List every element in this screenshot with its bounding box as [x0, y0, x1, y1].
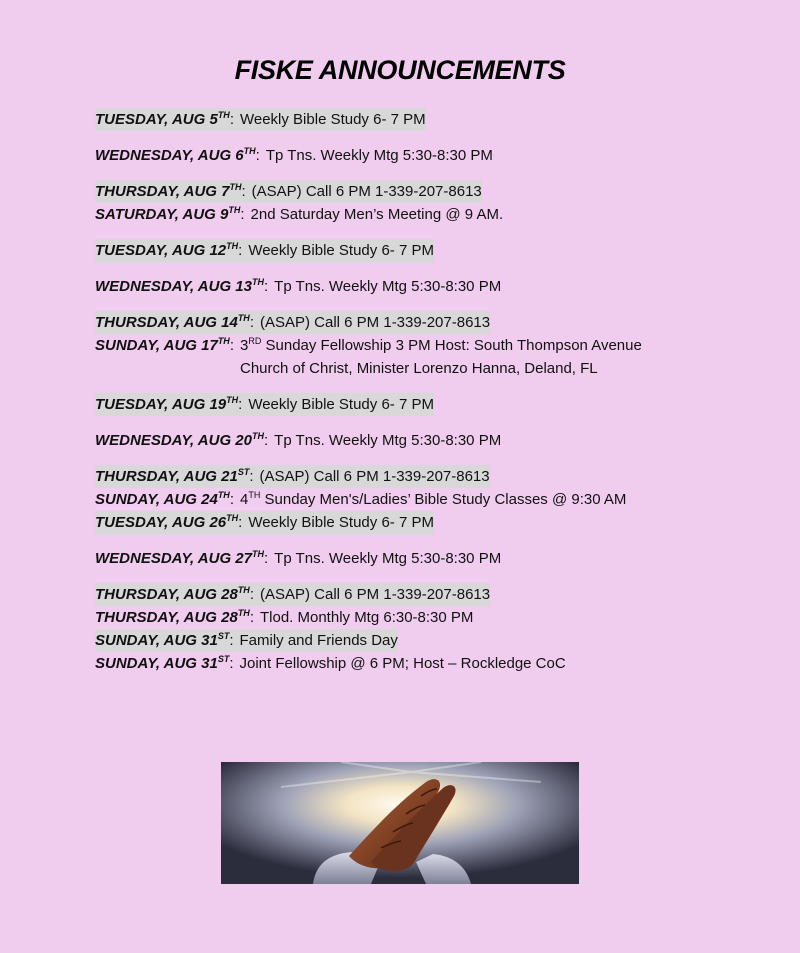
announcement-text: (ASAP) Call 6 PM 1-339-207-8613	[259, 314, 491, 331]
announcement-line	[95, 606, 473, 629]
announcement-item	[95, 203, 755, 226]
announcement-text: Joint Fellowship @ 6 PM; Host – Rockledge CoC	[239, 655, 566, 672]
announcement-text: Weekly Bible Study 6- 7 PM	[248, 514, 434, 531]
announcement-text: Weekly Bible Study 6- 7 PM	[248, 396, 434, 413]
announcement-line	[95, 547, 501, 570]
announcement-text: Weekly Bible Study 6- 7 PM	[248, 242, 434, 259]
announcement-day: SUNDAY, AUG 17TH:	[95, 336, 234, 354]
page-title: FISKE ANNOUNCEMENTS	[234, 55, 566, 85]
announcement-line	[95, 511, 434, 534]
announcement-line	[95, 311, 490, 334]
announcement-text: Tlod. Monthly Mtg 6:30-8:30 PM	[259, 609, 474, 626]
announcement-text: 3RD Sunday Fellowship 3 PM Host: South Thompson Avenue Church of Christ, Minister Lorenzo Hanna, Deland, FL	[239, 336, 642, 377]
announcement-item	[95, 511, 755, 534]
announcement-day: WEDNESDAY, AUG 20TH:	[95, 431, 269, 449]
announcement-day: SUNDAY, AUG 31ST:	[95, 631, 234, 649]
announcement-item	[95, 239, 755, 262]
announcement-item	[95, 488, 755, 511]
announcement-text: 4TH Sunday Men's/Ladies’ Bible Study Classes @ 9:30 AM	[239, 490, 627, 508]
announcement-item	[95, 547, 755, 570]
announcement-day: SUNDAY, AUG 24TH:	[95, 490, 234, 508]
announcement-item	[95, 652, 755, 675]
announcement-text: (ASAP) Call 6 PM 1-339-207-8613	[251, 183, 482, 200]
announcement-line	[95, 429, 501, 452]
announcement-text: Family and Friends Day	[239, 632, 398, 649]
announcement-text: Weekly Bible Study 6- 7 PM	[239, 111, 426, 128]
announcement-day: TUESDAY, AUG 19TH:	[95, 395, 243, 413]
announcement-line	[95, 629, 398, 652]
praying-hands-icon	[221, 762, 579, 884]
announcement-text: (ASAP) Call 6 PM 1-339-207-8613	[259, 586, 491, 603]
announcement-day: SUNDAY, AUG 31ST:	[95, 654, 234, 672]
announcement-item	[95, 275, 755, 298]
announcement-item	[95, 583, 755, 606]
announcement-text: Tp Tns. Weekly Mtg 5:30-8:30 PM	[265, 147, 493, 164]
announcement-day: THURSDAY, AUG 28TH:	[95, 608, 254, 626]
announcement-text: Tp Tns. Weekly Mtg 5:30-8:30 PM	[274, 550, 502, 567]
announcement-line	[95, 393, 434, 416]
announcement-day: WEDNESDAY, AUG 6TH:	[95, 146, 260, 164]
announcement-item	[95, 629, 755, 652]
announcement-day: WEDNESDAY, AUG 13TH:	[95, 277, 269, 295]
announcement-item	[95, 311, 755, 334]
announcement-item	[95, 180, 755, 203]
announcement-day: TUESDAY, AUG 12TH:	[95, 241, 243, 259]
announcement-text: Tp Tns. Weekly Mtg 5:30-8:30 PM	[274, 432, 502, 449]
announcement-line	[95, 488, 626, 511]
announcement-line	[95, 275, 501, 298]
announcement-line	[95, 144, 493, 167]
announcement-line	[95, 108, 426, 131]
announcement-item	[95, 334, 755, 380]
announcement-day: TUESDAY, AUG 5TH:	[95, 110, 234, 128]
announcement-item	[95, 606, 755, 629]
announcement-item	[95, 393, 755, 416]
announcement-day: THURSDAY, AUG 7TH:	[95, 182, 246, 200]
announcement-day: WEDNESDAY, AUG 27TH:	[95, 549, 269, 567]
announcement-day: THURSDAY, AUG 21ST:	[95, 467, 254, 485]
announcement-text: Tp Tns. Weekly Mtg 5:30-8:30 PM	[274, 278, 502, 295]
announcement-day: TUESDAY, AUG 26TH:	[95, 513, 243, 531]
announcement-text: 2nd Saturday Men’s Meeting @ 9 AM.	[250, 206, 504, 223]
announcement-line	[95, 465, 490, 488]
announcement-day: THURSDAY, AUG 28TH:	[95, 585, 254, 603]
announcement-line	[95, 652, 566, 675]
announcement-text: (ASAP) Call 6 PM 1-339-207-8613	[259, 468, 490, 485]
announcement-day: THURSDAY, AUG 14TH:	[95, 313, 254, 331]
announcement-line	[95, 239, 434, 262]
announcement-item	[95, 144, 755, 167]
announcement-line	[95, 180, 482, 203]
announcement-line	[95, 203, 503, 226]
announcement-item	[95, 108, 755, 131]
announcement-line	[95, 583, 490, 606]
announcement-day: SATURDAY, AUG 9TH:	[95, 205, 245, 223]
announcement-item	[95, 465, 755, 488]
announcement-item	[95, 429, 755, 452]
praying-hands-image	[221, 762, 579, 884]
announcement-list	[95, 108, 755, 675]
